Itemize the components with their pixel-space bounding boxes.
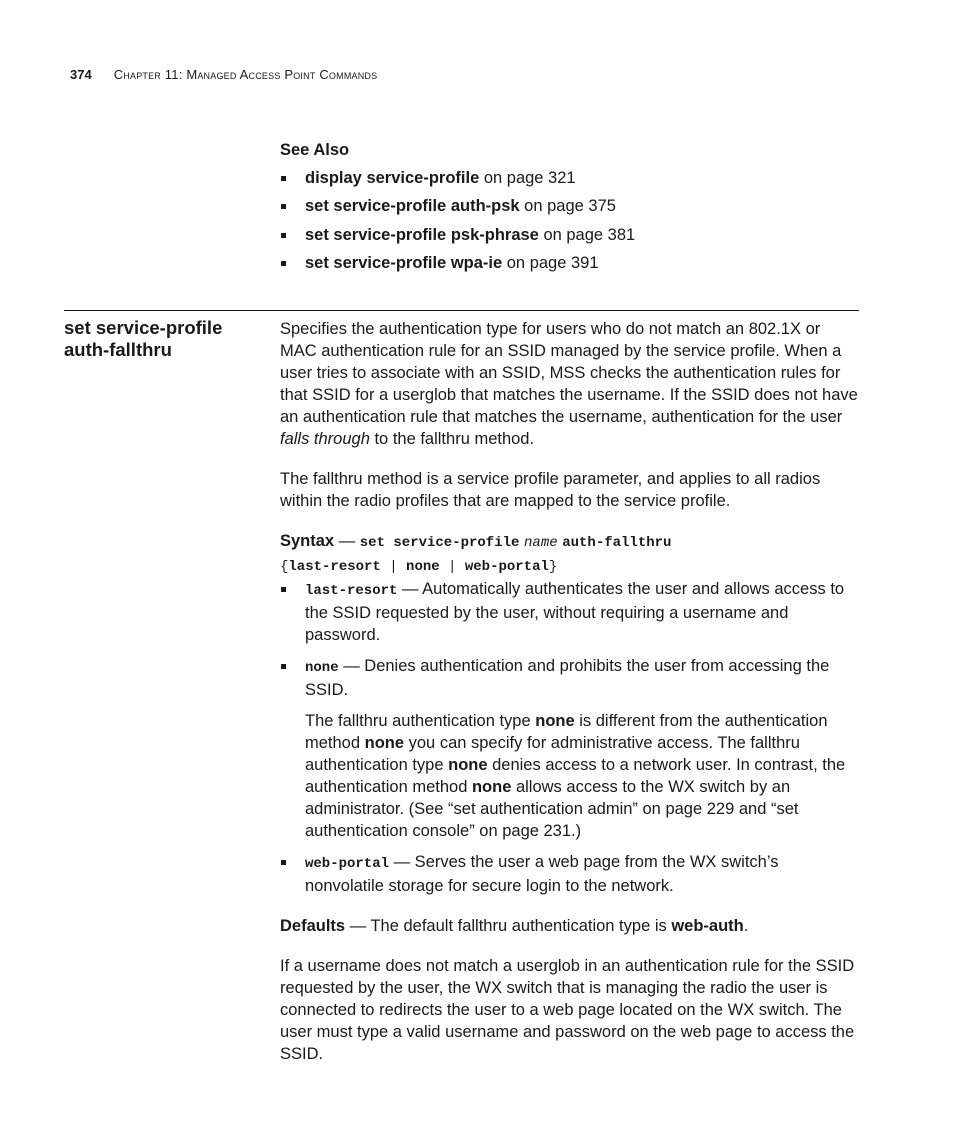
option-web-portal [280,851,860,897]
note-text: The fallthru authentication type [305,712,536,730]
see-also-title: See Also [280,141,350,159]
defaults-text: — The default fallthru authentication type is [345,917,672,935]
see-also-item [280,195,860,217]
syntax-label: Syntax [280,532,335,550]
see-also-ref: on page 375 [519,197,616,216]
section-divider [64,310,859,311]
description-paragraph-2: The fallthru method is a service profile parameter, and applies to all radios within the radio profiles that are mapped to the service profile. [280,470,821,510]
syntax-brace-open: { [280,559,289,575]
syntax-dash: — [334,532,360,550]
see-also-item [280,167,860,189]
option-none-note [305,710,860,842]
section-heading-line1: set service-profile [64,317,223,338]
syntax-command: set service-profile [359,535,520,551]
see-also-item [280,252,860,274]
description-paragraph [280,318,860,450]
see-also-command: display service-profile [305,169,480,187]
syntax-command-2: auth-fallthru [562,535,672,551]
option-desc: — Denies authentication and prohibits the user from accessing the SSID. [305,657,830,699]
note-text: allows access to the WX switch by an administrator. (See “set authentication admin” on page 229 and “set authentication console” on page 231.) [305,778,799,840]
section-heading-line2: auth-fallthru [64,339,172,360]
description-emphasis: falls through [280,430,370,448]
description-text: Specifies the authentication type for users who do not match an 802.1X or MAC authentication rule for an SSID managed by the service profile. When a user tries to associate with an SSID, MSS checks the authentication rules for that SSID for a userglob that matches the username. If the SSID does not have an authentication rule that matches the username, authentication for the user [280,320,858,426]
option-name: web-portal [305,856,390,872]
note-bold: none [448,756,488,774]
see-also-ref: on page 321 [479,169,576,187]
option-name: none [305,660,339,676]
page-number: 374 [70,67,92,82]
option-last-resort [280,578,860,646]
section-body [280,318,860,1065]
syntax-argument: name [524,535,558,551]
defaults-line [280,915,860,937]
option-none [280,655,860,842]
option-desc: — Serves the user a web page from the WX switch’s nonvolatile storage for secure login to the network. [305,853,779,895]
note-bold: none [471,778,512,796]
syntax-option-web-portal: web-portal [464,559,549,575]
note-text: is different from the authentication method [305,712,828,752]
see-also-item [280,224,860,246]
syntax-option-none: none [406,559,440,575]
see-also-command: set service-profile psk-phrase [305,225,539,244]
syntax-separator: | [439,559,465,575]
syntax-option-last-resort: last-resort [288,559,381,575]
option-name: last-resort [305,583,398,599]
see-also-ref: on page 391 [502,254,599,273]
note-text: you can specify for administrative access. The fallthru authentication type [305,734,800,774]
defaults-label: Defaults [280,917,346,935]
note-text: denies access to a network user. In contrast, the authentication method [305,756,846,796]
see-also-command: set service-profile wpa-ie [305,254,503,273]
running-header [70,67,377,82]
syntax-line [280,530,860,578]
chapter-title: Chapter 11: Managed Access Point Commands [113,67,378,82]
see-also-ref: on page 381 [538,225,636,244]
see-also-block [280,139,860,281]
description-text-end: to the fallthru method. [369,430,535,448]
note-bold: none [364,734,405,752]
see-also-command: set service-profile auth-psk [305,197,520,216]
option-list [280,578,860,897]
option-desc: — Automatically authenticates the user and allows access to the SSID requested by the user, without requiring a username and password. [305,580,845,644]
note-bold: none [535,712,575,730]
syntax-brace-close: } [548,559,558,575]
section-heading [64,317,264,361]
defaults-end: . [743,917,749,935]
syntax-separator: | [380,559,407,575]
defaults-value: web-auth [671,917,744,935]
final-paragraph: If a username does not match a userglob in an authentication rule for the SSID requested by the user, the WX switch that is managing the radio the user is connected to redirects the user to a web page located on the WX switch. The user must type a valid username and password on the web page to access the SSID. [280,957,855,1063]
see-also-list [280,167,860,274]
